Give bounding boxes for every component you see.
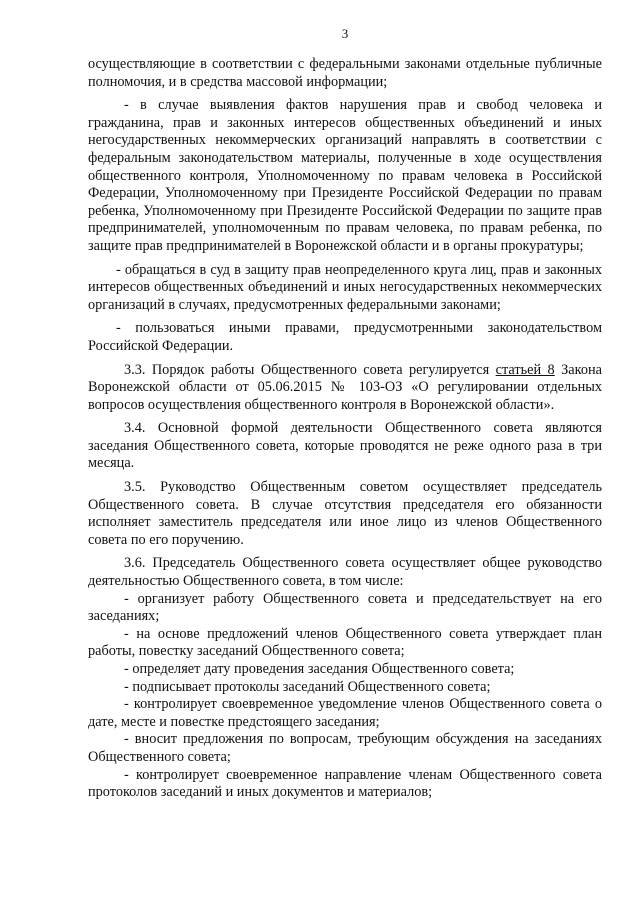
section-3-3-text-before: 3.3. Порядок работы Общественного совета регулируется <box>124 361 496 378</box>
page-number: 3 <box>341 26 349 41</box>
paragraph-other-rights: - пользоваться иными правами, предусмотренными законодательством Российской Федерации. <box>88 320 602 354</box>
paragraph-continuation: осуществляющие в соответствии с федеральными законами отдельные публичные полномочия, и в средства массовой информации; <box>88 56 602 90</box>
section-3-6: 3.6. Председатель Общественного совета осуществляет общее руководство деятельностью Общественного совета, в том числе: <box>88 555 602 590</box>
duty-item: - на основе предложений членов Общественного совета утверждает план работы, повестку заседаний Общественного совета; <box>88 625 602 660</box>
duty-item: - определяет дату проведения заседания Общественного совета; <box>124 661 515 677</box>
paragraph-rights-violation: - в случае выявления фактов нарушения прав и свобод человека и гражданина, прав и законных интересов общественных объединений и иных негосударственных некоммерческих организаций направлять в соответствии с федеральным законодательством материалы, полученные в ходе осуществления общественного контроля, Уполномоченному по правам человека в Российской Федерации, Уполномоченному при Президенте Российской Федерации по правам ребенка, Уполномоченному при Президенте Российской Федерации по защите прав предпринимателей, уполномоченным по правам человека, по правам ребенка, по защите прав предпринимателей в Воронежской области и в органы прокуратуры; <box>88 97 602 254</box>
duty-item: - организует работу Общественного совета и председательствует на его заседаниях; <box>88 590 602 625</box>
section-3-3 <box>88 362 602 415</box>
duty-item: - вносит предложения по вопросам, требующим обсуждения на заседаниях Общественного совета; <box>88 731 602 765</box>
section-3-5: 3.5. Руководство Общественным советом осуществляет председатель Общественного совета. В случае отсутствия председателя его обязанности исполняет заместитель председателя или иное лицо из членов Общественного совета по его поручению. <box>88 479 602 548</box>
duty-item: - контролирует своевременное уведомление членов Общественного совета о дате, месте и повестке предстоящего заседания; <box>88 696 602 730</box>
section-3-4: 3.4. Основной формой деятельности Общественного совета являются заседания Общественного совета, которые проводятся не реже одного раза в три месяца. <box>88 420 602 472</box>
duty-item: - контролирует своевременное направление членам Общественного совета протоколов заседаний и иных документов и материалов; <box>88 766 602 801</box>
paragraph-court-appeal: - обращаться в суд в защиту прав неопределенного круга лиц, прав и законных интересов общественных объединений и иных негосударственных некоммерческих организаций в случаях, предусмотренных федеральными законами; <box>88 261 602 313</box>
law-article-link[interactable]: статьей 8 <box>495 361 555 378</box>
section-3-3-text-after: Закона Воронежской области от 05.06.2015 № 103-ОЗ «О регулировании отдельных вопросов осуществления общественного контроля в Воронежской области». <box>88 361 603 413</box>
duty-item: - подписывает протоколы заседаний Общественного совета; <box>124 678 491 695</box>
